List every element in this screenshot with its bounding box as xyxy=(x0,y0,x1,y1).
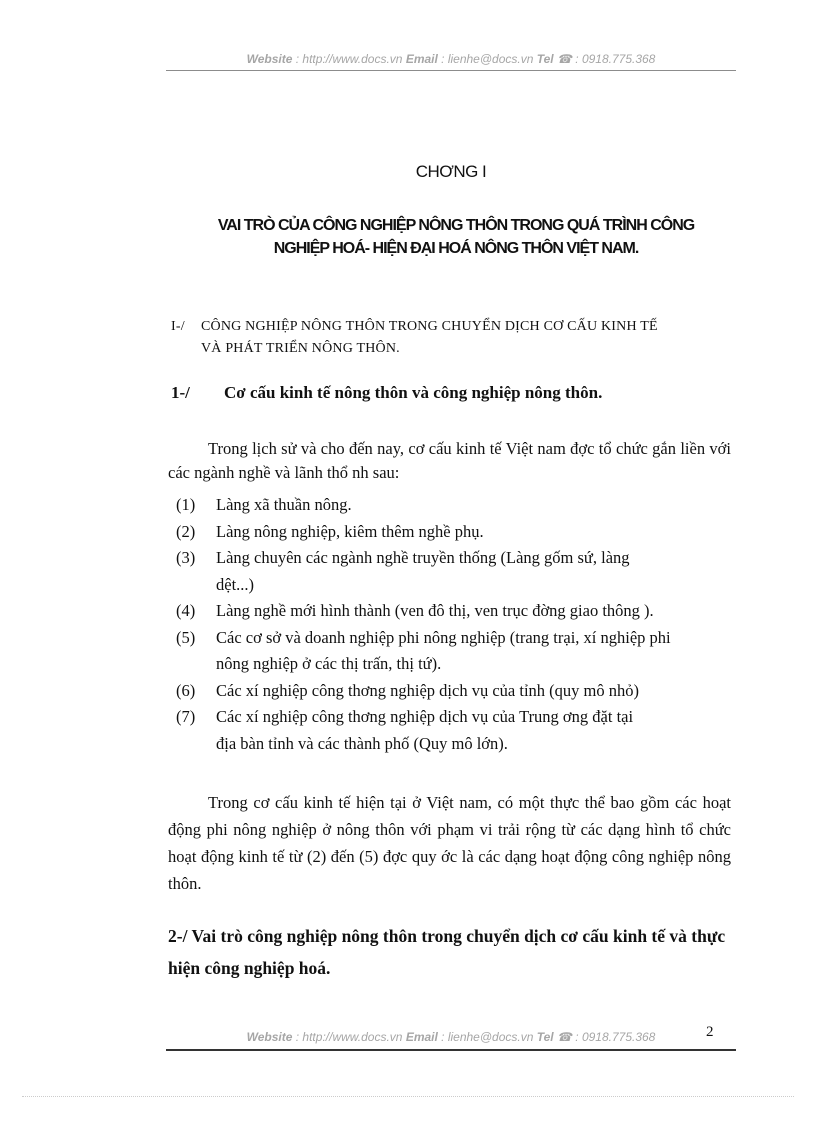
tel-value: : 0918.775.368 xyxy=(571,1030,656,1044)
website-value: : http://www.docs.vn xyxy=(292,1030,406,1044)
subsection-heading-2: 2-/ Vai trò công nghiệp nông thôn trong chuyển dịch cơ cấu kinh tế và thực hiện công nghiệp hoá. xyxy=(168,926,726,978)
chapter-heading: CHƠNG I xyxy=(415,162,487,181)
list-text-cont: địa bàn tỉnh và các thành phố (Quy mô lớn). xyxy=(216,733,508,753)
list-number: (3) xyxy=(176,548,196,567)
list-item xyxy=(176,678,736,705)
list-text: Các xí nghiệp công thơng nghiệp dịch vụ của Trung ơng đặt tại xyxy=(216,707,634,726)
list-text-cont: nông nghiệp ở các thị trấn, thị tứ). xyxy=(216,654,442,673)
section-label: I-/ xyxy=(171,319,185,334)
page-break-line xyxy=(22,1096,794,1097)
list-number: (7) xyxy=(176,707,196,726)
tel-value: : 0918.775.368 xyxy=(571,52,656,66)
list-number: (4) xyxy=(176,601,196,620)
section-title-line2: VÀ PHÁT TRIỂN NÔNG THÔN. xyxy=(201,341,400,356)
paragraph-structure xyxy=(168,789,731,897)
list-number: (5) xyxy=(176,627,196,647)
chapter-title xyxy=(186,214,726,260)
paragraph-intro-text: Trong lịch sử và cho đến nay, cơ cấu kinh tế Việt nam đợc tổ chức gắn liền với các ngành nghề và lãnh thổ nh sau: xyxy=(168,439,731,482)
list-item xyxy=(176,598,736,625)
list-text: Làng chuyên các ngành nghề truyền thống (Làng gốm sứ, làng xyxy=(216,548,630,567)
page-footer xyxy=(166,1030,736,1044)
list-text: Làng nông nghiệp, kiêm thêm nghề phụ. xyxy=(216,521,484,541)
list-item xyxy=(176,545,736,598)
subsection-heading-1 xyxy=(171,383,731,403)
list-text: Các xí nghiệp công thơng nghiệp dịch vụ của tỉnh (quy mô nhỏ) xyxy=(216,680,639,700)
email-label: Email xyxy=(405,1030,438,1044)
chapter-title-line1: VAI TRÒ CỦA CÔNG NGHIỆP NÔNG THÔN TRONG QUÁ TRÌNH CÔNG xyxy=(217,217,695,234)
list-item xyxy=(176,625,736,678)
section-heading xyxy=(171,316,731,360)
page-number: 2 xyxy=(706,1024,714,1040)
list-number: (2) xyxy=(176,521,196,541)
list-number: (6) xyxy=(176,680,196,700)
list-text: Các cơ sở và doanh nghiệp phi nông nghiệp (trang trại, xí nghiệp phi xyxy=(216,627,671,647)
paragraph-intro xyxy=(168,437,731,485)
header-rule xyxy=(166,70,736,71)
phone-icon: ☎ xyxy=(556,1030,572,1044)
page-header xyxy=(166,52,736,66)
subsection-title: Cơ cấu kinh tế nông thôn và công nghiệp nông thôn. xyxy=(224,383,603,402)
list-text: Làng nghề mới hình thành (ven đô thị, ven trục đờng giao thông ). xyxy=(216,601,654,620)
footer-rule xyxy=(166,1049,736,1051)
phone-icon: ☎ xyxy=(556,52,572,66)
list-text-cont: dệt...) xyxy=(216,574,255,594)
section-title-line1: CÔNG NGHIỆP NÔNG THÔN TRONG CHUYỂN DỊCH CƠ CẤU KINH TẾ xyxy=(201,319,658,334)
email-label: Email xyxy=(405,52,438,66)
numbered-list xyxy=(176,492,736,757)
website-value: : http://www.docs.vn xyxy=(292,52,406,66)
list-item xyxy=(176,519,736,546)
tel-label: Tel xyxy=(536,52,554,66)
subsection-label: 1-/ xyxy=(171,383,190,402)
website-label: Website xyxy=(246,52,293,66)
list-item xyxy=(176,704,736,757)
paragraph-structure-text: Trong cơ cấu kinh tế hiện tại ở Việt nam, có một thực thể bao gồm các hoạt động phi nông nghiệp ở nông thôn với phạm vi trải rộng từ các dạng hình tổ chức hoạt động kinh tế từ (2) đến (5) đợc quy ớc là các dạng hoạt động công nghiệp nông thôn. xyxy=(168,793,731,893)
email-value: : lienhe@docs.vn xyxy=(437,1030,537,1044)
chapter-title-line2: NGHIỆP HOÁ- HIỆN ĐẠI HOÁ NÔNG THÔN VIỆT NAM. xyxy=(273,240,639,257)
list-item xyxy=(176,492,736,519)
list-number: (1) xyxy=(176,495,196,514)
list-text: Làng xã thuần nông. xyxy=(216,495,352,514)
email-value: : lienhe@docs.vn xyxy=(437,52,537,66)
tel-label: Tel xyxy=(536,1030,554,1044)
website-label: Website xyxy=(246,1030,293,1044)
